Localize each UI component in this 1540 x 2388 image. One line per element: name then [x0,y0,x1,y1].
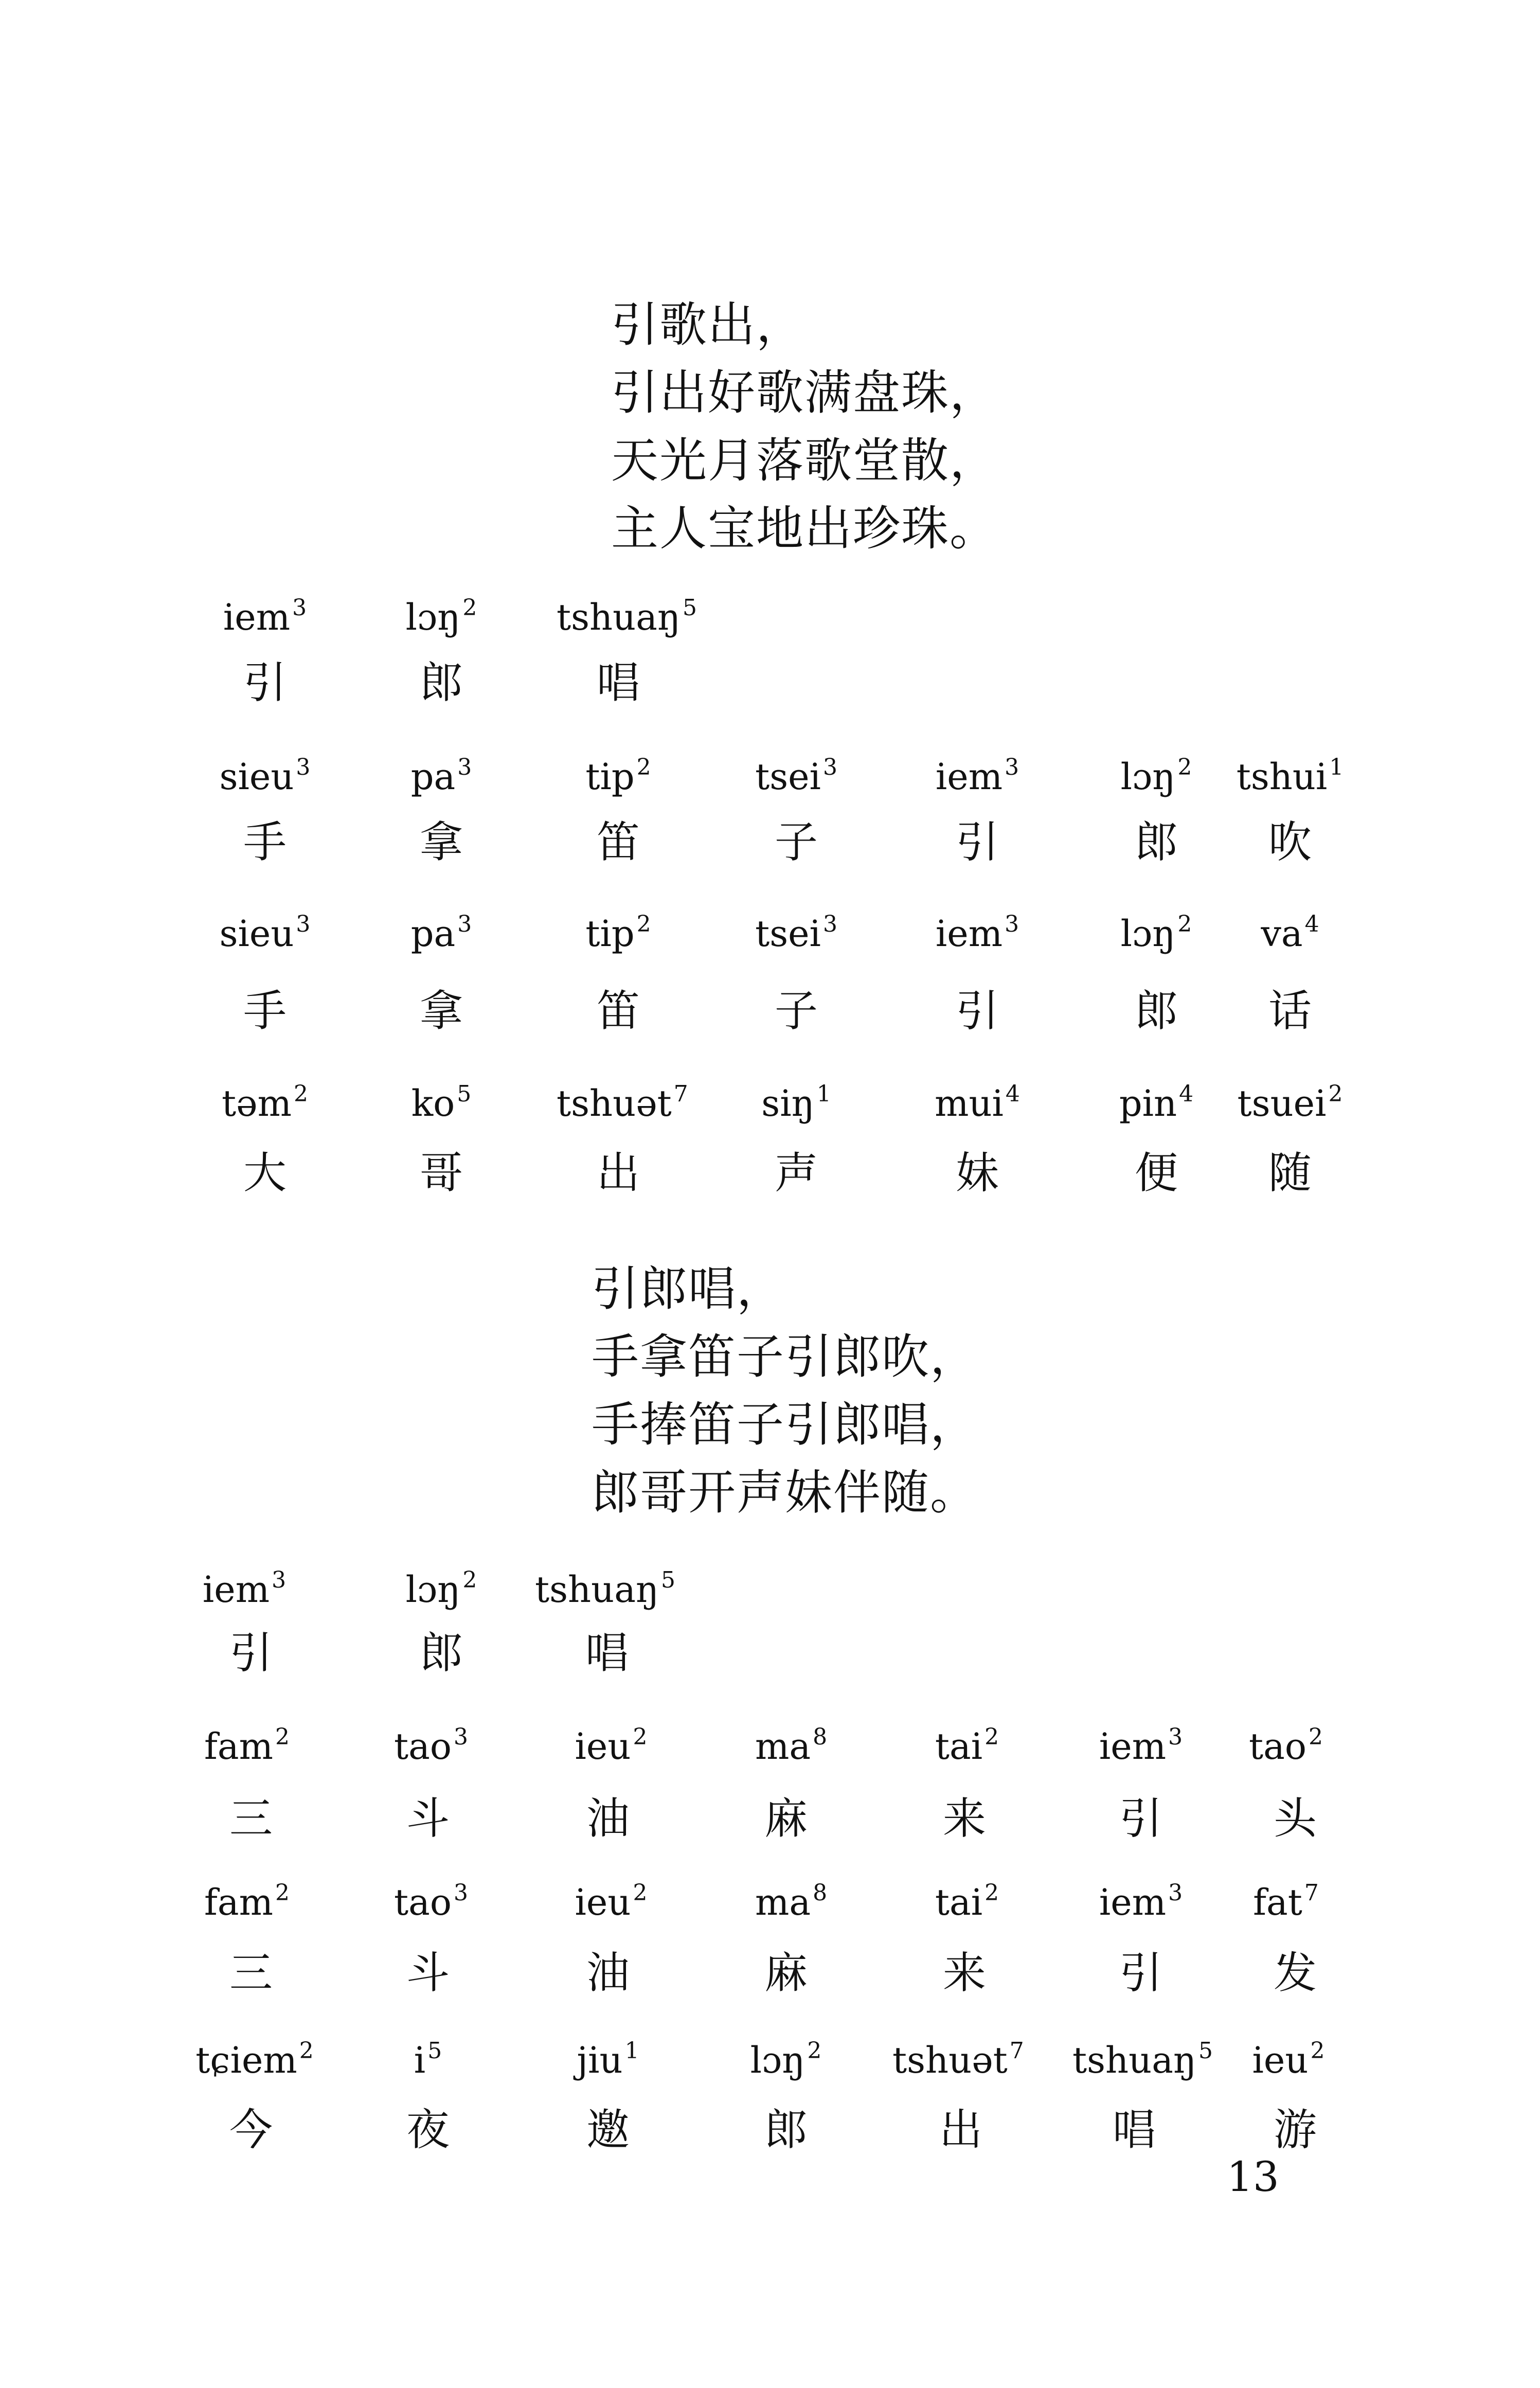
romanized-syllable: tao$^2$ [1248,1724,1323,1768]
romanized-syllable: tao$^3$ [393,1724,468,1768]
hanzi-char: 话 [1268,986,1312,1036]
hanzi-char: 子 [774,986,818,1036]
romanized-syllable: $va^4$ [1261,911,1319,955]
hanzi-char: 拿 [419,817,463,867]
hanzi-char: 麻 [764,1793,808,1844]
romanized-syllable: tshuaŋ$^5$ [1072,2038,1213,2081]
romanization-row [0,1721,1540,1783]
verse-line: 手捧笛子引郎唱， [592,1397,979,1452]
romanized-syllable: tɕiem$^2$ [195,2038,314,2081]
romanized-syllable: pin$^4$ [1119,1081,1194,1125]
hanzi-char: 引 [955,986,999,1036]
hanzi-char: 笛 [596,986,640,1036]
romanized-syllable: iem$^3$ [935,754,1019,798]
romanized-syllable: sieu$^3$ [219,754,311,798]
hanzi-char: 大 [243,1148,286,1198]
romanized-syllable: təm$^2$ [222,1081,308,1125]
romanized-syllable: tshuaŋ$^5$ [535,1567,676,1611]
hanzi-char: 今 [229,2105,273,2155]
romanized-syllable: lɔŋ$^2$ [405,1567,477,1611]
hanzi-char: 发 [1273,1948,1317,1998]
hanzi-char: 出 [596,1148,640,1198]
verse-line: 手拿笛子引郎吹， [592,1329,979,1384]
hanzi-char: 游 [1273,2105,1317,2155]
hanzi-char: 唱 [596,657,640,708]
hanzi-char: 引 [229,1628,273,1678]
hanzi-row [0,654,1540,716]
romanized-syllable: jiu$^1$ [577,2038,639,2081]
hanzi-char: 引 [243,657,286,708]
romanized-syllable: fat$^7$ [1253,1880,1319,1923]
romanized-syllable: iem$^3$ [935,911,1019,955]
romanized-syllable: mui$^4$ [935,1081,1020,1125]
hanzi-char: 引 [1119,1948,1162,1998]
hanzi-char: 夜 [406,2105,450,2155]
verse-2 [592,1255,978,1527]
hanzi-row [0,1945,1540,2006]
hanzi-row [0,1625,1540,1686]
hanzi-row [0,1790,1540,1852]
hanzi-char: 子 [774,817,818,867]
hanzi-row [0,1145,1540,1206]
romanized-syllable: $pa^3$ [410,754,472,798]
romanized-syllable: tsei$^3$ [755,911,837,955]
hanzi-char: 来 [942,1793,986,1844]
romanized-syllable: fam$^2$ [204,1880,290,1923]
hanzi-char: 哥 [419,1148,463,1198]
romanized-syllable: tshuət$^7$ [557,1081,688,1125]
romanized-syllable: sieu$^3$ [219,911,311,955]
hanzi-char: 三 [229,1793,273,1844]
romanization-row [0,751,1540,813]
romanized-syllable: $ma^8$ [755,1880,828,1923]
hanzi-char: 手 [243,817,286,867]
romanized-syllable: lɔŋ$^2$ [750,2038,822,2081]
hanzi-char: 郎 [419,657,463,708]
romanized-syllable: lɔŋ$^2$ [405,595,477,638]
romanized-syllable: tshuaŋ$^5$ [557,595,697,638]
romanization-row [0,592,1540,653]
romanized-syllable: iem$^3$ [1099,1880,1183,1923]
hanzi-char: 出 [939,2105,982,2155]
verse-line: 郎哥开声妹伴随。 [592,1465,979,1520]
verse-line: 引出好歌满盘珠， [611,365,998,420]
hanzi-char: 随 [1268,1148,1312,1198]
hanzi-char: 引 [955,817,999,867]
hanzi-row [0,983,1540,1044]
verse-line: 主人宝地出珍珠。 [611,501,998,556]
hanzi-char: 邀 [586,2105,630,2155]
romanization-row [0,1078,1540,1139]
hanzi-char: 油 [586,1948,630,1998]
romanization-row [0,908,1540,970]
hanzi-char: 便 [1134,1148,1178,1198]
hanzi-char: 斗 [406,1793,450,1844]
verse-line: 引歌出， [611,297,805,352]
hanzi-char: 郎 [764,2105,808,2155]
hanzi-row [0,814,1540,876]
romanized-syllable: tsuei$^2$ [1237,1081,1343,1125]
romanized-syllable: lɔŋ$^2$ [1120,754,1192,798]
page-number: 13 [1227,2153,1279,2201]
hanzi-char: 唱 [1112,2105,1156,2155]
hanzi-char: 麻 [764,1948,808,1998]
romanized-syllable: tao$^3$ [393,1880,468,1923]
romanized-syllable: tip$^2$ [585,911,651,955]
romanized-syllable: iem$^3$ [223,595,307,638]
hanzi-char: 引 [1119,1793,1162,1844]
romanized-syllable: $pa^3$ [410,911,472,955]
hanzi-char: 郎 [1134,817,1178,867]
hanzi-char: 郎 [1134,986,1178,1036]
romanized-syllable: lɔŋ$^2$ [1120,911,1192,955]
hanzi-char: 拿 [419,986,463,1036]
romanized-syllable: tsei$^3$ [755,754,837,798]
hanzi-char: 油 [586,1793,630,1844]
romanization-row [0,2035,1540,2096]
hanzi-char: 笛 [596,817,640,867]
romanized-syllable: siŋ$^1$ [761,1081,831,1125]
hanzi-char: 妹 [955,1148,999,1198]
romanized-syllable: ieu$^2$ [1252,2038,1325,2081]
romanized-syllable: ieu$^2$ [575,1880,648,1923]
romanization-row [0,1564,1540,1626]
romanized-syllable: iem$^3$ [202,1567,286,1611]
romanized-syllable: $i^5$ [414,2038,442,2081]
hanzi-char: 郎 [419,1628,463,1678]
hanzi-char: 唱 [585,1628,629,1678]
verse-line: 天光月落歌堂散， [611,433,998,488]
romanized-syllable: tip$^2$ [585,754,651,798]
hanzi-char: 头 [1273,1793,1317,1844]
hanzi-row [0,2101,1540,2163]
verse-1 [611,291,998,563]
romanized-syllable: $ko^5$ [411,1081,472,1125]
hanzi-char: 手 [243,986,286,1036]
romanized-syllable: fam$^2$ [204,1724,290,1768]
hanzi-char: 吹 [1268,817,1312,867]
romanized-syllable: $ma^8$ [755,1724,828,1768]
romanized-syllable: iem$^3$ [1099,1724,1183,1768]
hanzi-char: 斗 [406,1948,450,1998]
romanized-syllable: tai$^2$ [935,1724,999,1768]
verse-line: 引郎唱， [592,1261,785,1316]
hanzi-char: 三 [229,1948,273,1998]
romanized-syllable: tshuət$^7$ [892,2038,1024,2081]
romanization-row [0,1877,1540,1938]
hanzi-char: 声 [774,1148,818,1198]
romanized-syllable: ieu$^2$ [575,1724,648,1768]
romanized-syllable: tshui$^1$ [1236,754,1344,798]
romanized-syllable: tai$^2$ [935,1880,999,1923]
hanzi-char: 来 [942,1948,986,1998]
